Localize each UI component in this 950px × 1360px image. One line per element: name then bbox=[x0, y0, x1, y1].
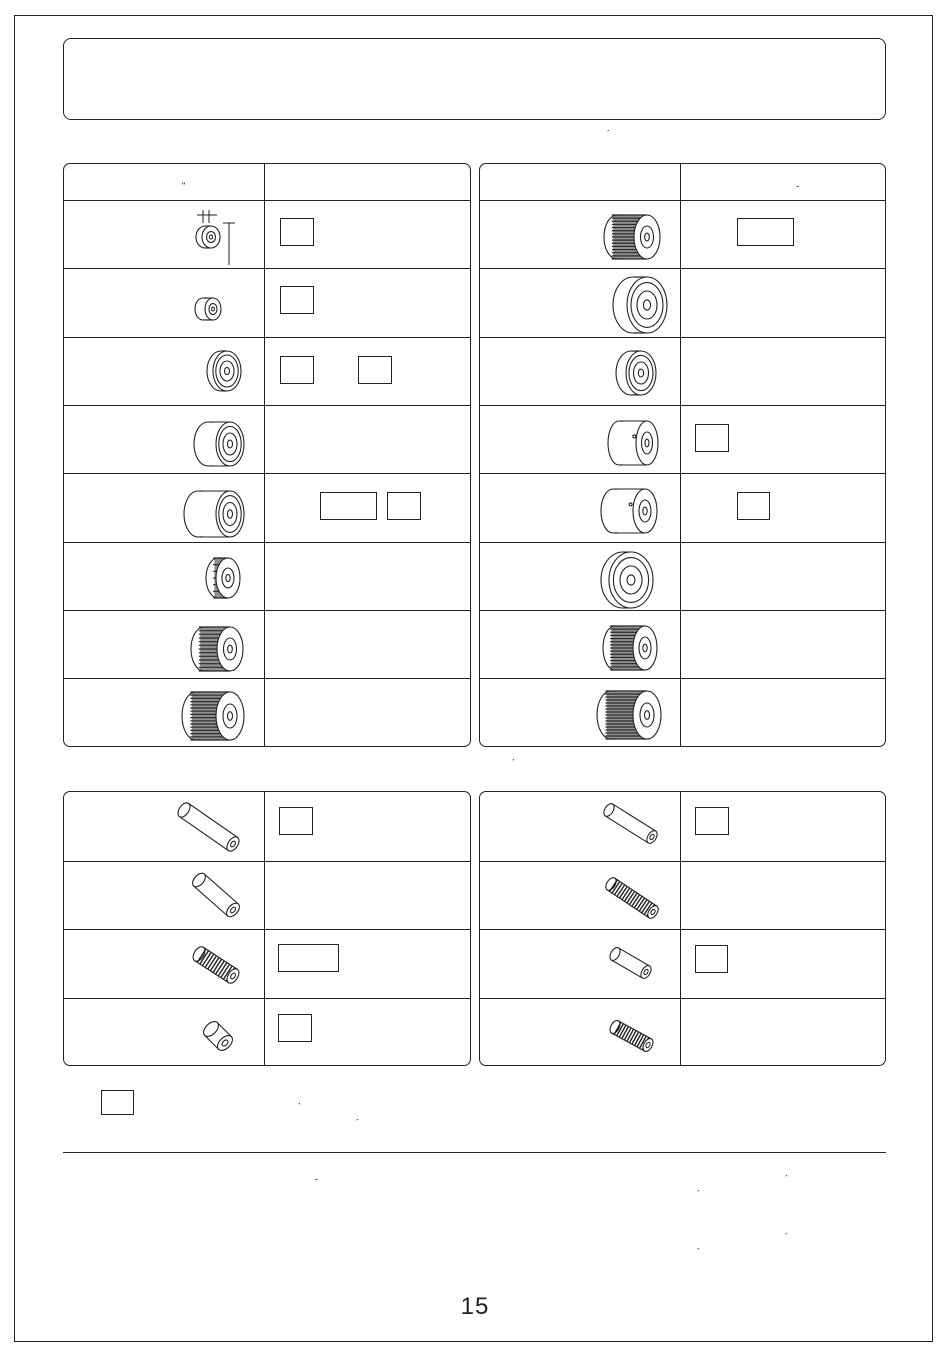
small-knurled-roller-icon bbox=[64, 543, 264, 611]
table-row bbox=[64, 200, 470, 269]
shaft-table-right bbox=[479, 791, 886, 1066]
blank-entry-box bbox=[280, 218, 314, 246]
table-row bbox=[64, 542, 470, 611]
pin-shaft-icon bbox=[480, 792, 680, 861]
splined-sleeve-icon bbox=[64, 930, 264, 999]
knurled-large-roller-icon bbox=[480, 679, 680, 747]
tick-mark: ´ bbox=[607, 129, 610, 139]
table-header-row bbox=[480, 164, 885, 200]
table-row bbox=[480, 678, 885, 747]
blank-entry-box bbox=[280, 286, 314, 314]
table-row bbox=[64, 405, 470, 474]
table-row bbox=[64, 337, 470, 406]
short-pin-shaft-icon bbox=[480, 930, 680, 999]
tick-mark: ` bbox=[298, 1102, 301, 1112]
title-box bbox=[63, 38, 886, 120]
plain-sleeve-icon bbox=[64, 862, 264, 931]
long-flanged-roller-icon bbox=[64, 474, 264, 542]
knurled-shaft-icon bbox=[480, 862, 680, 931]
table-row bbox=[64, 473, 470, 542]
legend-box bbox=[101, 1090, 134, 1115]
roller-table-left bbox=[63, 163, 471, 747]
table-row bbox=[64, 998, 470, 1068]
short-knurled-shaft-icon bbox=[480, 999, 680, 1068]
blank-entry-box bbox=[280, 356, 314, 384]
page-number: 15 bbox=[460, 1293, 490, 1320]
table-row bbox=[64, 268, 470, 337]
short-bushing-icon bbox=[64, 999, 264, 1068]
table-row bbox=[480, 473, 885, 542]
knurled-rim-wheel-icon bbox=[480, 543, 680, 611]
table-row bbox=[480, 861, 885, 931]
flanged-wheel-roller-icon bbox=[64, 338, 264, 406]
small-roller-dimension-icon bbox=[64, 201, 264, 269]
table-header-row bbox=[64, 164, 470, 200]
tick-mark: - bbox=[796, 181, 799, 191]
blank-entry-box bbox=[278, 944, 339, 972]
blank-entry-box bbox=[695, 945, 728, 973]
table-row bbox=[480, 610, 885, 679]
blank-entry-box bbox=[278, 1014, 312, 1042]
tick-mark: ´ bbox=[697, 1189, 700, 1199]
shaft-table-left bbox=[63, 791, 471, 1066]
table-row bbox=[64, 861, 470, 931]
footer-rule bbox=[63, 1152, 886, 1153]
wide-flanged-roller-icon bbox=[64, 406, 264, 474]
spoked-wheel-roller-icon bbox=[480, 338, 680, 406]
small-collar-roller-icon bbox=[64, 269, 264, 337]
collared-shaft-icon bbox=[64, 792, 264, 861]
blank-entry-box bbox=[387, 492, 421, 520]
table-row bbox=[480, 542, 885, 611]
table-row bbox=[480, 200, 885, 269]
tick-mark: ´ bbox=[512, 758, 515, 768]
tick-mark: ´ bbox=[697, 1247, 700, 1257]
knurled-hub-roller-icon bbox=[480, 201, 680, 269]
table-row bbox=[480, 268, 885, 337]
table-row bbox=[480, 337, 885, 406]
blank-entry-box bbox=[279, 807, 313, 835]
table-row bbox=[64, 929, 470, 999]
tick-mark: ´ bbox=[356, 1118, 359, 1128]
tick-mark: - bbox=[315, 1174, 318, 1184]
hub-roller-with-hole-icon bbox=[480, 406, 680, 474]
table-row bbox=[64, 792, 470, 861]
blank-entry-box bbox=[358, 356, 392, 384]
blank-entry-box bbox=[737, 492, 770, 520]
large-knurled-roller-icon bbox=[64, 679, 264, 747]
tick-mark: ´ bbox=[785, 1232, 788, 1242]
knurled-medium-roller-icon bbox=[480, 611, 680, 679]
large-wheel-roller-icon bbox=[480, 269, 680, 337]
table-row bbox=[480, 792, 885, 861]
blank-entry-box bbox=[695, 807, 729, 835]
table-row bbox=[480, 929, 885, 999]
long-hub-roller-icon bbox=[480, 474, 680, 542]
tick-mark: ´ bbox=[785, 1174, 788, 1184]
blank-entry-box bbox=[320, 492, 377, 520]
table-row bbox=[480, 405, 885, 474]
blank-entry-box bbox=[737, 218, 794, 246]
table-row bbox=[64, 678, 470, 747]
blank-entry-box bbox=[695, 424, 729, 452]
table-row bbox=[64, 610, 470, 679]
tick-mark: " bbox=[182, 181, 186, 191]
roller-table-right bbox=[479, 163, 886, 747]
medium-knurled-roller-icon bbox=[64, 611, 264, 679]
table-row bbox=[480, 998, 885, 1068]
